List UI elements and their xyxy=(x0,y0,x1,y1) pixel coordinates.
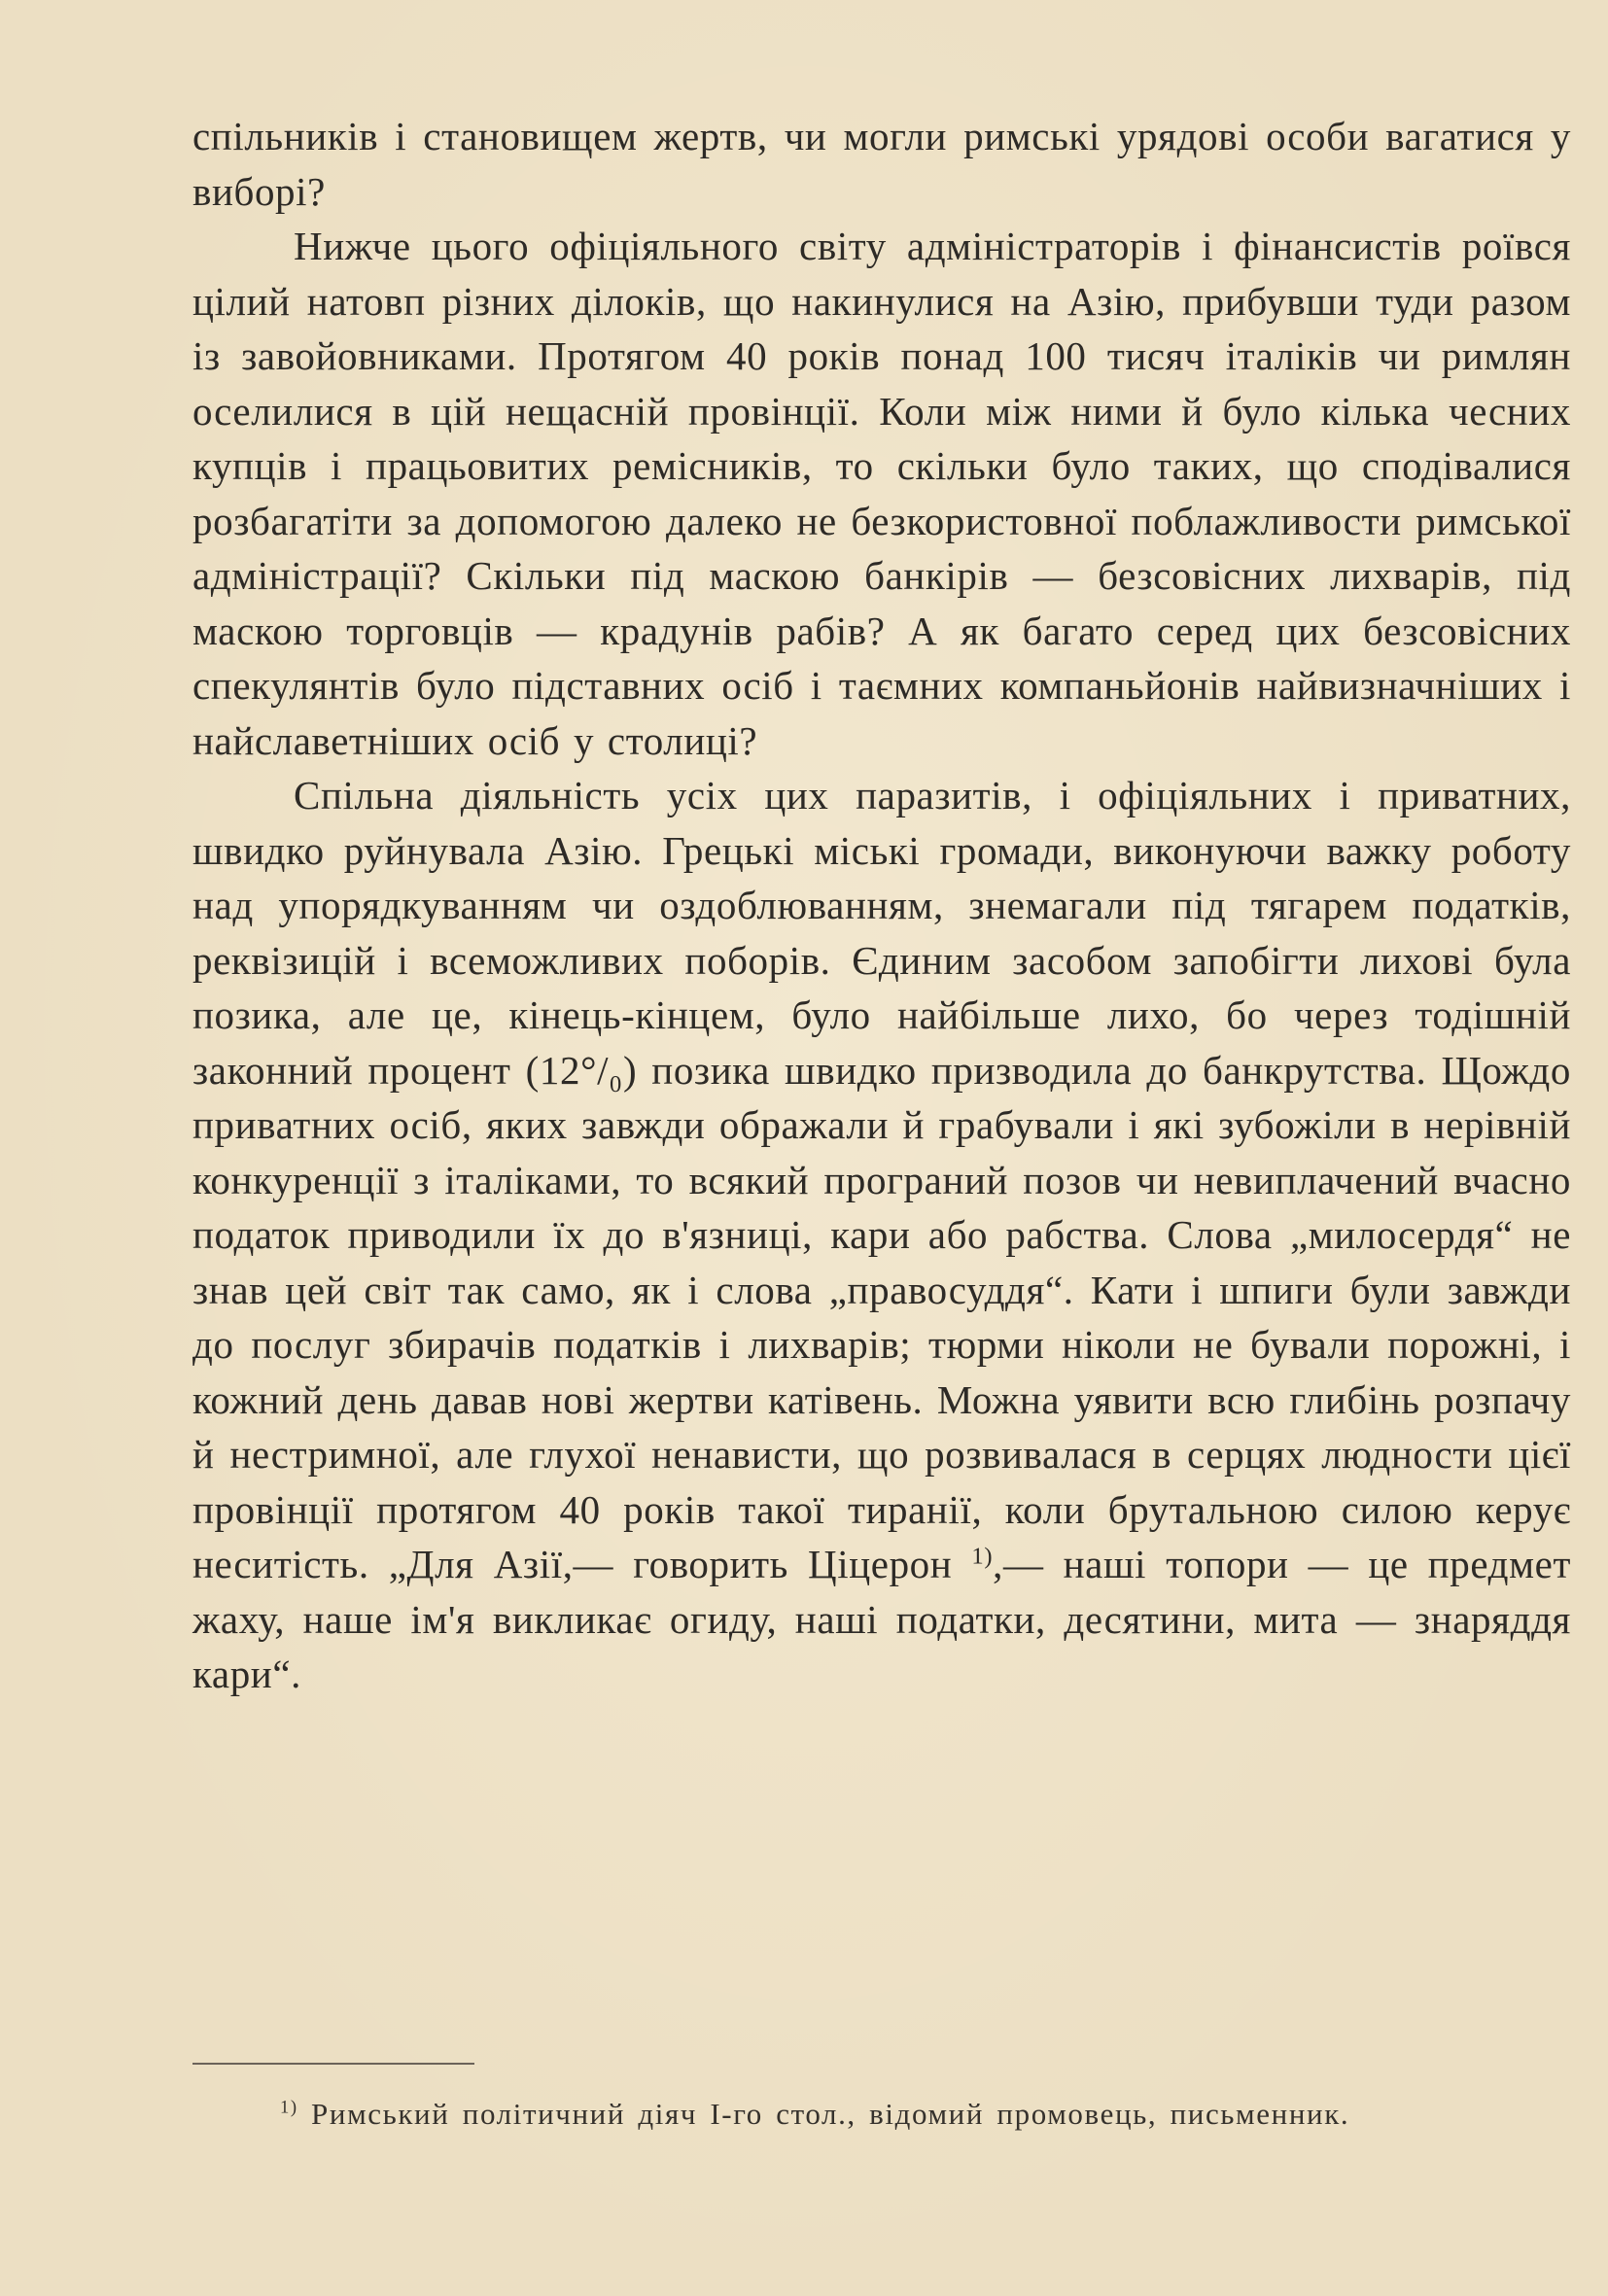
footnote-reference: 1) xyxy=(971,1543,994,1570)
paragraph-2-text: Нижче цього офіціяльного світу адміністраторів і фінансистів роївся цілий натовп різних ділоків, що накинулися на Азію, прибувши туди разом із завойовниками. Протягом 40 років понад 100 тисяч італіків чи римлян оселилися в цій нещасній провінції. Коли між ними й було кілька чесних купців і працьовитих ремісників, то скільки було таких, що сподівалися розбагатіти за допомогою далеко не безкористовної поблажливости римської адміністрації? Скільки під маскою банкірів — безсовісних лихварів, під маскою торговців — крадунів рабів? А як багато серед цих безсовісних спекулянтів було підставних осіб і таємних компаньйонів найвизначніших і найславетніших осіб у столиці? xyxy=(192,224,1571,763)
paragraph-2 xyxy=(192,219,1571,768)
paragraph-1-text: спільників і становищем жертв, чи могли римські урядові особи вагатися у виборі? xyxy=(192,114,1571,214)
main-text xyxy=(192,109,1571,1702)
paragraph-3 xyxy=(192,768,1571,1702)
paragraph-3-text-before-footnote: Спільна діяльність усіх цих паразитів, і офіціяльних і приватних, швидко руйнувала Азію. Грецькі міські громади, виконуючи важку роботу над упорядкуванням чи оздоблюванням, знемагали під тягарем податків, реквізицій і всеможливих поборів. Єдиним засобом запобігти лихові була позика, але це, кінець-кінцем, було найбільше лихо, бо через тодішній законний процент (12°/₀) позика швидко призводила до банкрутства. Щождо приватних осіб, яких завжди ображали й грабували і які зубожіли в нерівній конкуренції з італіками, то всякий програний позов чи невиплачений вчасно податок приводили їх до в'язниці, кари або рабства. Слова „милосердя“ не знав цей світ так само, як і слова „правосуддя“. Кати і шпиги були завжди до послуг збирачів податків і лихварів; тюрми ніколи не бували порожні, і кожний день давав нові жертви катівень. Можна уявити всю глибінь розпачу й нестримної, але глухої ненависти, що розвивалася в серцях людности цієї провінції протягом 40 років такої тиранії, коли брутальною силою керує неситість. „Для Азії,— говорить Ціцерон xyxy=(192,773,1571,1586)
footnote-text: Римський політичний діяч I-го стол., відомий промовець, письменник. xyxy=(297,2097,1350,2131)
footnote-divider xyxy=(192,2063,474,2065)
paragraph-3-text-after-footnote: ,— наші топори — це предмет жаху, наше ім'я викликає огиду, наші податки, десятини, мита — знаряддя кари“. xyxy=(192,1542,1571,1696)
footnote xyxy=(192,2092,1571,2137)
footnote-marker: 1) xyxy=(280,2097,298,2118)
paragraph-1 xyxy=(192,109,1571,219)
